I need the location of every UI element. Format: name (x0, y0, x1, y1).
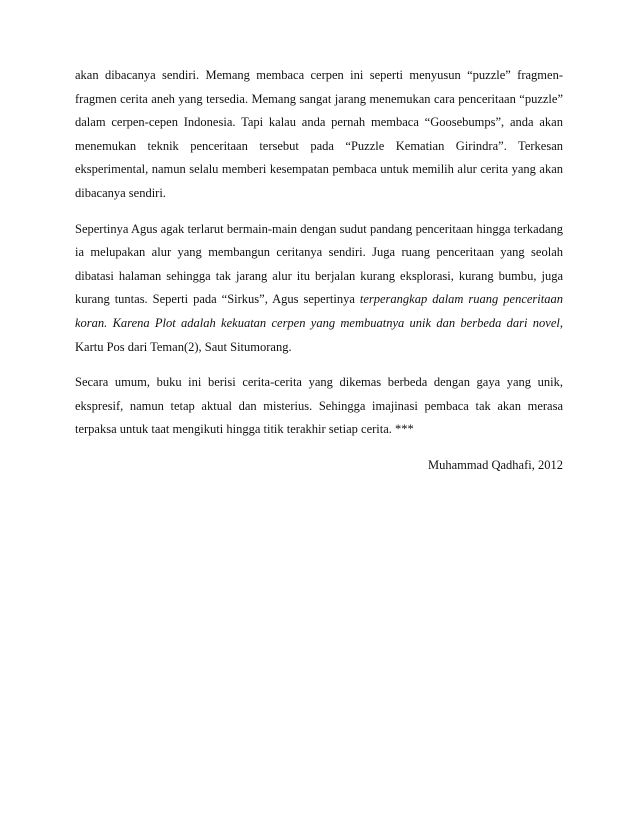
document-page (75, 64, 563, 478)
author-signature: Muhammad Qadhafi, 2012 (427, 457, 563, 472)
paragraph-2-italic-quote: terperangkap dalam ruang penceritaan koran. Karena Plot adalah kekuatan cerpen yang membuatnya unik dan berbeda dari novel (75, 292, 563, 330)
paragraph-2 (75, 218, 563, 360)
paragraph-2-text-end: , Kartu Pos dari Teman(2), Saut Situmorang. (75, 315, 563, 354)
paragraph-2-text-start: Sepertinya Agus agak terlarut bermain-main dengan sudut pandang penceritaan hingga terkadang ia melupakan alur yang membangun ceritanya sendiri. Juga ruang penceritaan yang seolah dibatasi halaman sehingga tak jarang alur itu berjalan kurang eksplorasi, kurang bumbu, juga kurang tuntas. Seperti pada “Sirkus”, Agus sepertinya (75, 221, 563, 307)
paragraph-1 (75, 64, 563, 206)
paragraph-3 (75, 371, 563, 442)
paragraph-1-text: akan dibacanya sendiri. Memang membaca cerpen ini seperti menyusun “puzzle” fragmen-fragmen cerita aneh yang tersedia. Memang sangat jarang menemukan cara penceritaan “puzzle” dalam cerpen-cepen Indonesia. Tapi kalau anda pernah membaca “Goosebumps”, anda akan menemukan teknik penceritaan tersebut pada “Puzzle Kematian Girindra”. Terkesan eksperimental, namun selalu memberi kesempatan pembaca untuk memilih alur cerita yang akan dibacanya sendiri. (75, 68, 563, 200)
paragraph-3-text: Secara umum, buku ini berisi cerita-cerita yang dikemas berbeda dengan gaya yang unik, ekspresif, namun tetap aktual dan misterius. Sehingga imajinasi pembaca tak akan merasa terpaksa untuk taat mengikuti hingga titik terakhir setiap cerita. *** (75, 375, 563, 437)
